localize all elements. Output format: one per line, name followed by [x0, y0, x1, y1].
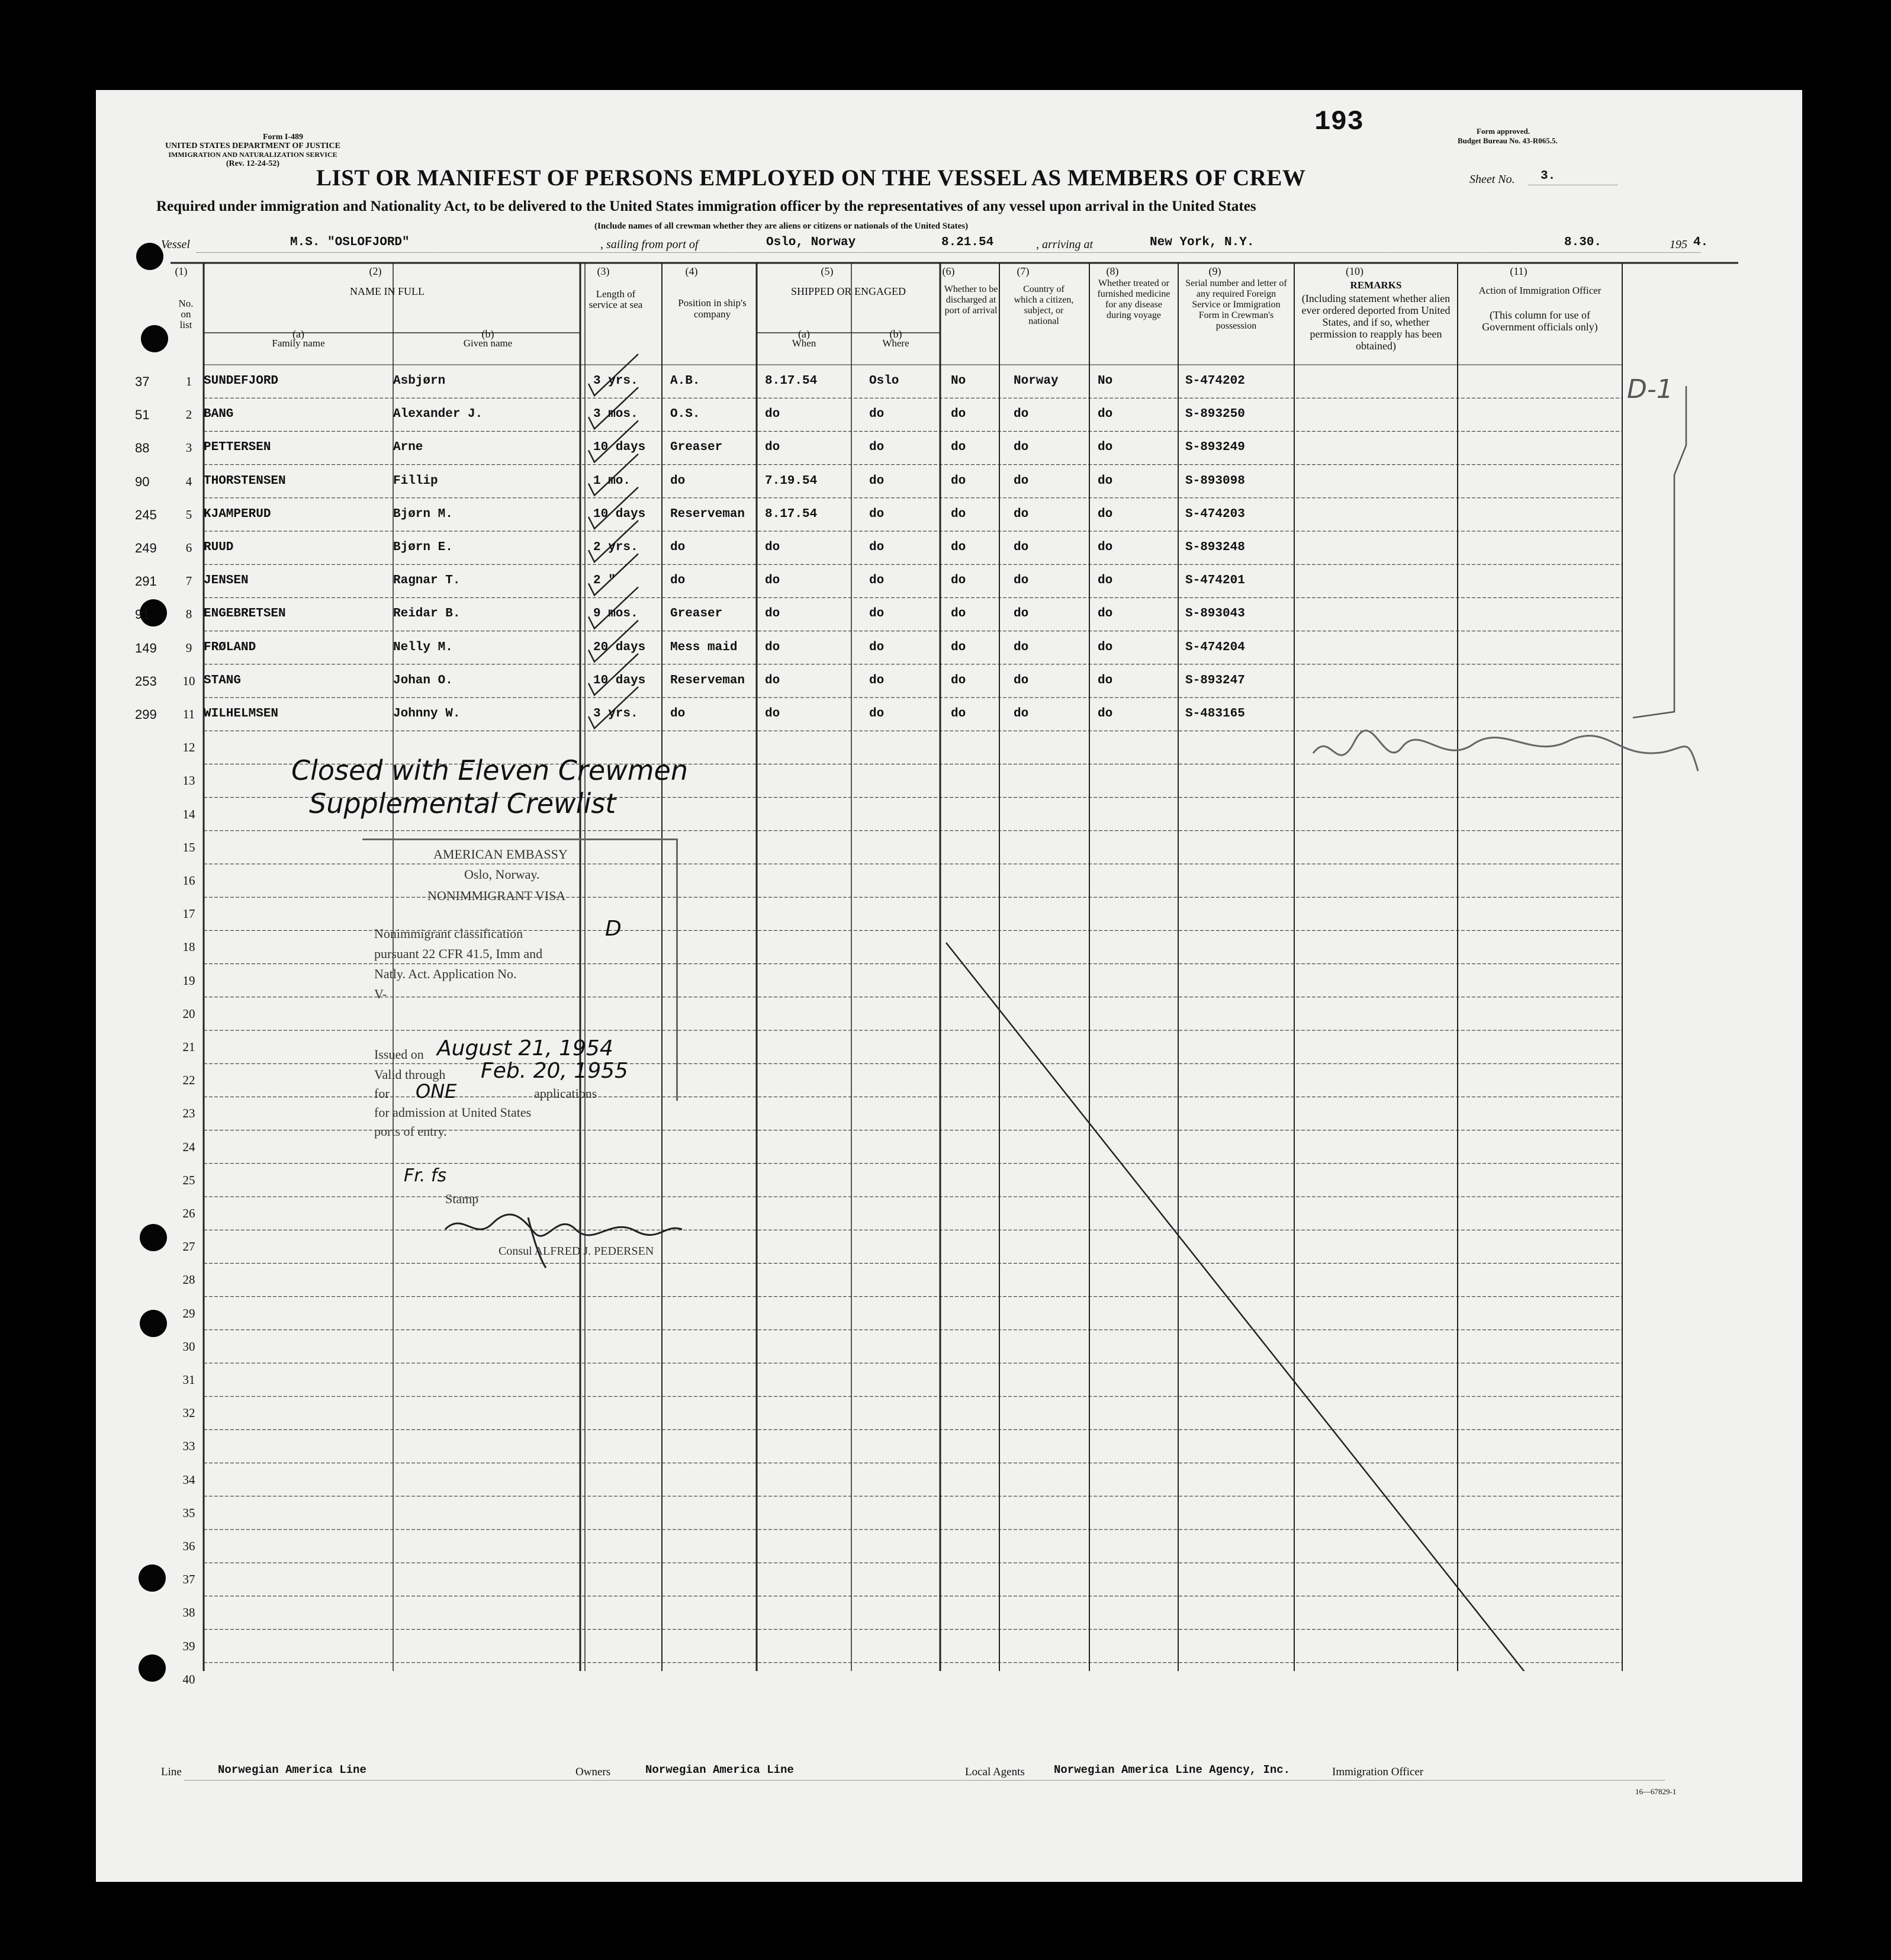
cell-service: 20 days	[593, 640, 646, 654]
cell-position: Reserveman	[670, 673, 745, 687]
table-row	[135, 565, 1738, 599]
col-when-letter: (a)	[798, 328, 810, 340]
cell-service: 9 mos.	[593, 607, 638, 621]
manifest-sheet	[96, 90, 1802, 1882]
row-number: 6	[185, 541, 192, 555]
cell-service: 10 days	[593, 441, 646, 455]
form-subtitle: Required under immigration and Nationality Act, to be delivered to the United States immigration officer by the representatives of any vessel upon arrival in the United States	[156, 198, 1256, 214]
row-number: 4	[185, 474, 192, 489]
cell-medicine: do	[1098, 441, 1113, 455]
row-margin-number: 253	[135, 673, 157, 689]
cell-discharged: do	[951, 607, 966, 621]
dept-line1: UNITED STATES DEPARTMENT OF JUSTICE	[165, 142, 340, 150]
cell-when: 8.17.54	[765, 507, 818, 521]
cell-where: do	[869, 407, 885, 422]
col-given-letter: (b)	[481, 328, 494, 340]
empty-row-number: 27	[182, 1239, 195, 1254]
cell-family: SUNDEFJORD	[204, 374, 279, 388]
cell-where: do	[869, 474, 885, 488]
cell-where: do	[869, 574, 885, 588]
stamp-for-label: for	[374, 1086, 390, 1101]
cell-serial: S-893249	[1185, 441, 1245, 455]
empty-row-number: 39	[182, 1638, 195, 1653]
row-number: 1	[185, 374, 192, 388]
row-margin-number: 90	[135, 474, 150, 489]
cell-when: do	[765, 607, 780, 621]
cell-country: do	[1014, 474, 1029, 488]
cell-country: Norway	[1014, 374, 1059, 388]
cell-discharged: do	[951, 474, 966, 488]
cell-country: do	[1014, 673, 1029, 687]
cell-service: 10 days	[593, 507, 646, 521]
row-margin-number: 91	[135, 607, 150, 622]
col-name-header: NAME IN FULL	[350, 285, 424, 297]
footer-officer-label: Immigration Officer	[1332, 1766, 1424, 1778]
cell-service: 3 yrs.	[593, 707, 638, 721]
year-prefix: 195	[1670, 238, 1687, 251]
empty-row-number: 26	[182, 1206, 195, 1220]
col-service-header: Length of service at sea	[588, 288, 643, 310]
cell-position: A.B.	[670, 374, 700, 388]
cell-given: Fillip	[393, 474, 438, 488]
cell-when: 8.17.54	[765, 374, 818, 388]
stamp-embassy: AMERICAN EMBASSY	[433, 847, 568, 862]
cell-when: do	[765, 574, 780, 588]
row-number: 7	[185, 574, 192, 589]
stamp-v: V-	[374, 987, 387, 1001]
row-margin-number: 88	[135, 441, 150, 456]
closed-note: Closed with Eleven Crewmen	[291, 754, 689, 786]
col8-number: (8)	[1106, 265, 1119, 277]
cell-country: do	[1014, 574, 1029, 588]
empty-row-number: 37	[182, 1572, 195, 1587]
supplemental-note: Supplemental Crewlist	[309, 788, 616, 820]
empty-row-number: 33	[182, 1439, 195, 1454]
sheet-number: 3.	[1541, 169, 1556, 183]
row-number: 2	[185, 407, 192, 422]
punch-hole	[139, 1564, 166, 1592]
approval-line1: Form approved.	[1477, 127, 1530, 136]
cell-serial: S-893247	[1185, 673, 1245, 687]
cell-serial: S-893043	[1185, 607, 1245, 621]
sailing-label: , sailing from port of	[600, 238, 699, 251]
col7-number: (7)	[1017, 265, 1030, 277]
row-number: 11	[182, 707, 195, 721]
cell-family: THORSTENSEN	[204, 474, 286, 488]
footer-owners-value: Norwegian America Line	[645, 1763, 794, 1776]
row-margin-number: 291	[135, 574, 157, 589]
cell-family: PETTERSEN	[204, 441, 271, 455]
cell-family: JENSEN	[204, 574, 249, 588]
cell-position: do	[670, 574, 686, 588]
page-number: 193	[1314, 107, 1363, 137]
cell-medicine: do	[1098, 673, 1113, 687]
empty-row-number: 25	[182, 1172, 195, 1187]
col-serial-header: Serial number and letter of any required Foreign Service or Immigration Form in Crewman's possession	[1185, 278, 1287, 331]
sailing-date: 8.21.54	[941, 236, 994, 249]
punch-hole	[139, 1654, 166, 1682]
stamp-valid-label: Valid through	[374, 1067, 446, 1082]
row-number: 5	[185, 507, 192, 522]
col-where-header: Where	[882, 338, 909, 349]
cell-where: do	[869, 640, 885, 654]
cell-when: do	[765, 673, 780, 687]
empty-row-number: 30	[182, 1339, 195, 1354]
col5-number: (5)	[821, 265, 834, 277]
empty-row-number: 18	[182, 940, 195, 955]
approval-line2: Budget Bureau No. 43-R065.5.	[1458, 136, 1558, 145]
footer-agents-value: Norwegian America Line Agency, Inc.	[1054, 1763, 1291, 1776]
cell-given: Reidar B.	[393, 607, 461, 621]
cell-discharged: do	[951, 707, 966, 721]
cell-when: 7.19.54	[765, 474, 818, 488]
form-number: Form I-489	[262, 133, 303, 142]
empty-row-number: 23	[182, 1106, 195, 1121]
row-margin-number: 245	[135, 507, 157, 522]
vessel-label: Vessel	[161, 238, 190, 251]
diagonal-cancel-line	[946, 943, 1674, 1671]
row-number: 10	[182, 673, 195, 688]
stamp-issued-date: August 21, 1954	[437, 1036, 613, 1061]
stamp-visa-type: NONIMMIGRANT VISA	[427, 888, 566, 903]
footer-line-label: Line	[161, 1766, 182, 1778]
cell-family: RUUD	[204, 541, 234, 554]
cell-when: do	[765, 640, 780, 654]
sailing-port: Oslo, Norway	[766, 236, 856, 249]
col-medicine-header: Whether treated or furnished medicine for any disease during voyage	[1097, 278, 1170, 320]
cell-country: do	[1014, 607, 1029, 621]
col-shipped-header: SHIPPED OR ENGAGED	[790, 285, 906, 297]
cell-medicine: do	[1098, 707, 1113, 721]
cell-medicine: do	[1098, 541, 1113, 554]
stamp-for-value: ONE	[416, 1080, 457, 1103]
cell-service: 3 yrs.	[593, 374, 638, 388]
table-row	[135, 499, 1738, 532]
cell-country: do	[1014, 640, 1029, 654]
cell-given: Johan O.	[393, 673, 453, 687]
table-row	[135, 699, 1738, 732]
empty-row-number: 17	[182, 907, 195, 921]
cell-position: Mess maid	[670, 640, 738, 654]
visa-stamp	[362, 838, 765, 1289]
cell-medicine: do	[1098, 407, 1113, 422]
empty-row-number: 24	[182, 1139, 195, 1154]
col2-number: (2)	[369, 265, 382, 277]
cell-country: do	[1014, 507, 1029, 521]
empty-row-number: 16	[182, 873, 195, 888]
empty-row-number: 28	[182, 1273, 195, 1287]
stamp-entry: ports of entry.	[374, 1124, 447, 1139]
form-rev: (Rev. 12-24-52)	[226, 159, 280, 168]
row-margin-number: 37	[135, 374, 150, 389]
table-row	[135, 632, 1738, 666]
cell-country: do	[1014, 707, 1029, 721]
cell-discharged: do	[951, 407, 966, 422]
table-row	[135, 399, 1738, 432]
col-no-header: No. on list	[178, 298, 194, 330]
stamp-consul: Consul ALFRED J. PEDERSEN	[499, 1245, 654, 1258]
row-margin-number: 149	[135, 640, 157, 656]
empty-row-number: 35	[182, 1505, 195, 1520]
cell-when: do	[765, 407, 780, 422]
footer	[161, 1763, 1742, 1787]
punch-hole	[141, 325, 168, 352]
cell-serial: S-893248	[1185, 541, 1245, 554]
arrival-port: New York, N.Y.	[1150, 236, 1255, 249]
cell-when: do	[765, 541, 780, 554]
row-margin-number: 299	[135, 707, 157, 722]
footer-owners-label: Owners	[575, 1766, 611, 1778]
cell-serial: S-474201	[1185, 574, 1245, 588]
cell-serial: S-483165	[1185, 707, 1245, 721]
cell-where: do	[869, 707, 885, 721]
cell-position: do	[670, 707, 686, 721]
empty-row-number: 40	[182, 1672, 195, 1686]
cell-serial: S-893250	[1185, 407, 1245, 422]
cell-when: do	[765, 707, 780, 721]
punch-hole	[140, 1224, 167, 1251]
cell-where: do	[869, 441, 885, 455]
table-row	[135, 366, 1738, 399]
cell-position: O.S.	[670, 407, 700, 422]
cell-medicine: do	[1098, 507, 1113, 521]
cell-discharged: do	[951, 441, 966, 455]
row-number: 3	[185, 441, 192, 455]
cell-family: KJAMPERUD	[204, 507, 271, 521]
cell-where: do	[869, 541, 885, 554]
empty-row-number: 20	[182, 1006, 195, 1021]
cell-position: Greaser	[670, 607, 723, 621]
stamp-issued-label: Issued on	[374, 1047, 424, 1062]
stamp-city: Oslo, Norway.	[464, 867, 540, 882]
cell-serial: S-893098	[1185, 474, 1245, 488]
form-note: (Include names of all crewman whether they are aliens or citizens or nationals of the United States)	[594, 221, 969, 231]
cell-position: do	[670, 474, 686, 488]
form-title: LIST OR MANIFEST OF PERSONS EMPLOYED ON THE VESSEL AS MEMBERS OF CREW	[316, 165, 1306, 191]
cell-medicine: do	[1098, 574, 1113, 588]
voyage-line	[161, 234, 1737, 256]
cell-service: 10 days	[593, 673, 646, 687]
table-row	[135, 666, 1738, 699]
stamp-applications: applications	[534, 1086, 597, 1101]
cell-given: Arne	[393, 441, 423, 455]
cell-where: do	[869, 607, 885, 621]
empty-row-number: 21	[182, 1040, 195, 1054]
cell-discharged: No	[951, 374, 966, 388]
row-margin-number: 249	[135, 541, 157, 555]
cell-when: do	[765, 441, 780, 455]
row-number: 8	[185, 607, 192, 622]
cell-given: Nelly M.	[393, 640, 453, 654]
cell-where: do	[869, 507, 885, 521]
empty-row-number: 12	[182, 740, 195, 755]
cell-family: ENGEBRETSEN	[204, 607, 286, 621]
cell-given: Ragnar T.	[393, 574, 461, 588]
col-action-header: Action of Immigration Officer	[1478, 285, 1601, 296]
col-family-letter: (a)	[292, 328, 304, 340]
cell-service: 2 yrs.	[593, 541, 638, 554]
cell-family: WILHELMSEN	[204, 707, 279, 721]
col-given-header: Given name	[463, 338, 513, 349]
empty-row-number: 34	[182, 1472, 195, 1487]
action-mark: D-1	[1627, 374, 1673, 404]
col-where-letter: (b)	[889, 328, 902, 340]
col-remarks-header: REMARKS	[1350, 279, 1402, 291]
empty-row-number: 29	[182, 1306, 195, 1320]
cell-position: Greaser	[670, 441, 723, 455]
cell-given: Johnny W.	[393, 707, 461, 721]
empty-row-number: 32	[182, 1406, 195, 1421]
table-row	[135, 432, 1738, 465]
cell-country: do	[1014, 441, 1029, 455]
col-remarks-note: (Including statement whether alien ever ordered deported from United States, and if so, whether permission to reapply has been obtained)	[1301, 293, 1451, 352]
cell-country: do	[1014, 407, 1029, 422]
cell-serial: S-474203	[1185, 507, 1245, 521]
col-family-header: Family name	[272, 338, 325, 349]
cell-where: Oslo	[869, 374, 899, 388]
stamp-stamp-label: Stamp	[445, 1191, 479, 1206]
footer-agents-label: Local Agents	[965, 1766, 1025, 1778]
cell-service: 1 mo.	[593, 474, 631, 488]
cell-position: Reserveman	[670, 507, 745, 521]
cell-medicine: do	[1098, 474, 1113, 488]
cell-given: Bjørn E.	[393, 541, 453, 554]
arrival-date: 8.30.	[1564, 236, 1602, 249]
empty-row-number: 14	[182, 807, 195, 821]
table-row	[135, 466, 1738, 499]
cell-discharged: do	[951, 541, 966, 554]
punch-hole	[136, 243, 163, 270]
cell-serial: S-474202	[1185, 374, 1245, 388]
col4-number: (4)	[685, 265, 698, 277]
empty-row-number: 13	[182, 773, 195, 788]
cell-given: Alexander J.	[393, 407, 483, 422]
cell-discharged: do	[951, 640, 966, 654]
vessel-name: M.S. "OSLOFJORD"	[290, 236, 410, 249]
stamp-application: Natly. Act. Application No.	[374, 966, 517, 981]
cell-service: 3 mos.	[593, 407, 638, 422]
cell-service: 2 "	[593, 574, 616, 588]
cell-given: Bjørn M.	[393, 507, 453, 521]
cell-serial: S-474204	[1185, 640, 1245, 654]
col3-number: (3)	[597, 265, 610, 277]
cell-position: do	[670, 541, 686, 554]
cell-discharged: do	[951, 673, 966, 687]
col-action-note: (This column for use of Government officials only)	[1482, 309, 1598, 333]
col-position-header: Position in ship's company	[678, 297, 747, 320]
stamp-class-value: D	[605, 917, 622, 941]
stamp-fee-mark: Fr. fs	[404, 1165, 447, 1186]
punch-hole	[140, 1310, 167, 1337]
cell-medicine: do	[1098, 640, 1113, 654]
empty-row-number: 38	[182, 1605, 195, 1620]
row-margin-number: 51	[135, 407, 150, 423]
table-row	[135, 532, 1738, 565]
stamp-valid-date: Feb. 20, 1955	[481, 1059, 628, 1083]
cell-medicine: No	[1098, 374, 1113, 388]
col11-number: (11)	[1510, 265, 1527, 277]
empty-row-number: 22	[182, 1073, 195, 1088]
cell-given: Asbjørn	[393, 374, 446, 388]
col-country-header: Country of which a citizen, subject, or national	[1014, 284, 1074, 326]
cell-family: STANG	[204, 673, 242, 687]
col1-number: (1)	[175, 265, 188, 277]
year-suffix: 4.	[1693, 236, 1709, 249]
cell-country: do	[1014, 541, 1029, 554]
sheet-label: Sheet No.	[1469, 173, 1515, 186]
col-discharged-header: Whether to be discharged at port of arrival	[944, 284, 998, 316]
col6-number: (6)	[942, 265, 955, 277]
empty-row-number: 36	[182, 1539, 195, 1553]
cell-where: do	[869, 673, 885, 687]
arriving-label: , arriving at	[1036, 238, 1094, 251]
footer-line-value: Norwegian America Line	[218, 1763, 366, 1776]
col9-number: (9)	[1208, 265, 1221, 277]
cell-discharged: do	[951, 507, 966, 521]
table-row	[135, 599, 1738, 632]
cell-medicine: do	[1098, 607, 1113, 621]
stamp-regulation: pursuant 22 CFR 41.5, Imm and	[374, 946, 543, 961]
cell-family: BANG	[204, 407, 234, 422]
col-when-header: When	[792, 338, 816, 349]
cell-family: FRØLAND	[204, 640, 256, 654]
form-code: 16—67829-1	[1635, 1787, 1677, 1796]
empty-row-number: 15	[182, 840, 195, 854]
official-signature	[1313, 731, 1698, 771]
stamp-classification: Nonimmigrant classification	[374, 926, 523, 941]
empty-row-number: 19	[182, 973, 195, 988]
dept-line2: IMMIGRATION AND NATURALIZATION SERVICE	[168, 150, 337, 159]
cell-discharged: do	[951, 574, 966, 588]
row-number: 9	[185, 640, 192, 655]
consul-signature	[439, 1206, 688, 1271]
col10-number: (10)	[1346, 265, 1363, 277]
empty-row-number: 31	[182, 1373, 195, 1387]
stamp-admission: for admission at United States	[374, 1105, 532, 1120]
